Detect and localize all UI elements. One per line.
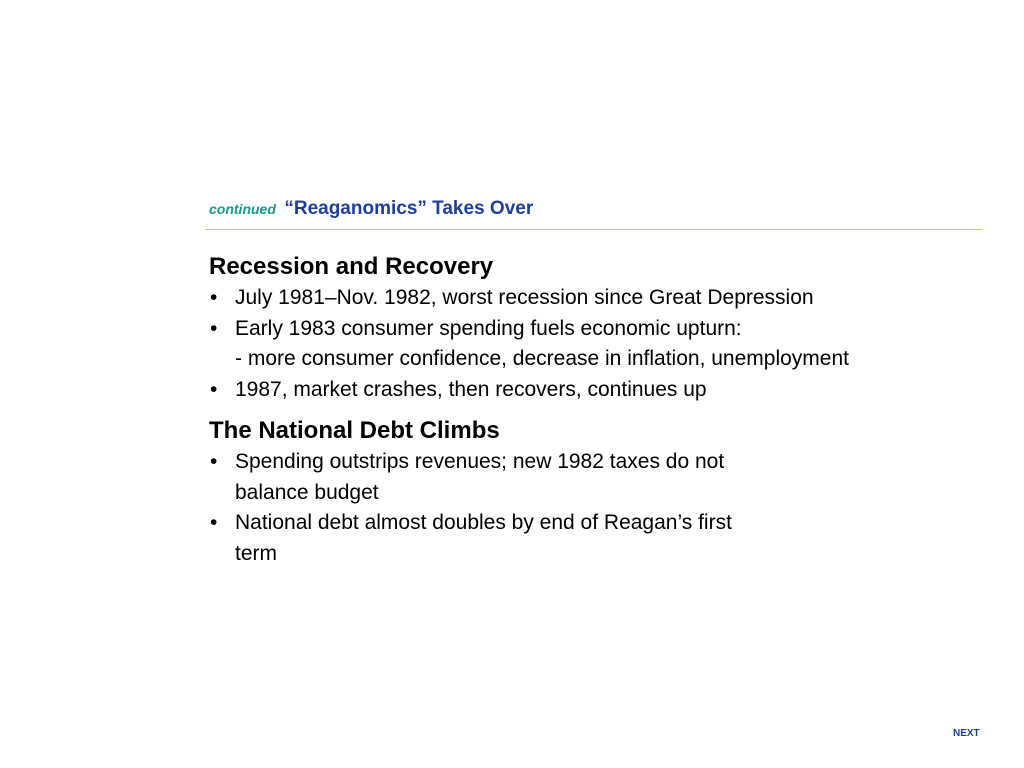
bullet-text: Spending outstrips revenues; new 1982 taxes do not balance budget (235, 450, 725, 504)
bullet-subline: - more consumer confidence, decrease in inflation, unemployment (235, 347, 849, 370)
section-recession-and-recovery (209, 251, 849, 405)
section-heading: Recession and Recovery (209, 253, 494, 280)
bullet-item (209, 314, 849, 375)
bullet-marker: • (210, 316, 218, 340)
bullet-marker: • (210, 450, 218, 473)
bullet-item (209, 375, 849, 406)
bullet-marker: • (210, 511, 218, 534)
bullet-text: Early 1983 consumer spending fuels economic upturn: (235, 316, 742, 340)
bullet-item (209, 508, 769, 569)
bullet-text: July 1981–Nov. 1982, worst recession since Great Depression (235, 286, 814, 309)
slide-content (209, 251, 849, 569)
continued-label: continued (209, 201, 276, 217)
slide-header (209, 198, 533, 220)
bullet-item (209, 283, 849, 314)
bullet-text: 1987, market crashes, then recovers, continues up (235, 377, 707, 401)
bullet-item (209, 447, 769, 508)
next-button[interactable]: NEXT (953, 728, 980, 739)
bullet-marker: • (210, 286, 218, 309)
section-heading: The National Debt Climbs (209, 417, 500, 444)
bullet-list (209, 447, 769, 569)
header-divider (205, 229, 982, 230)
bullet-marker: • (210, 377, 218, 401)
section-national-debt-climbs (209, 415, 849, 569)
bullet-list (209, 283, 849, 405)
bullet-text: National debt almost doubles by end of Reagan’s first term (235, 511, 732, 565)
slide-title: “Reaganomics” Takes Over (284, 198, 534, 219)
